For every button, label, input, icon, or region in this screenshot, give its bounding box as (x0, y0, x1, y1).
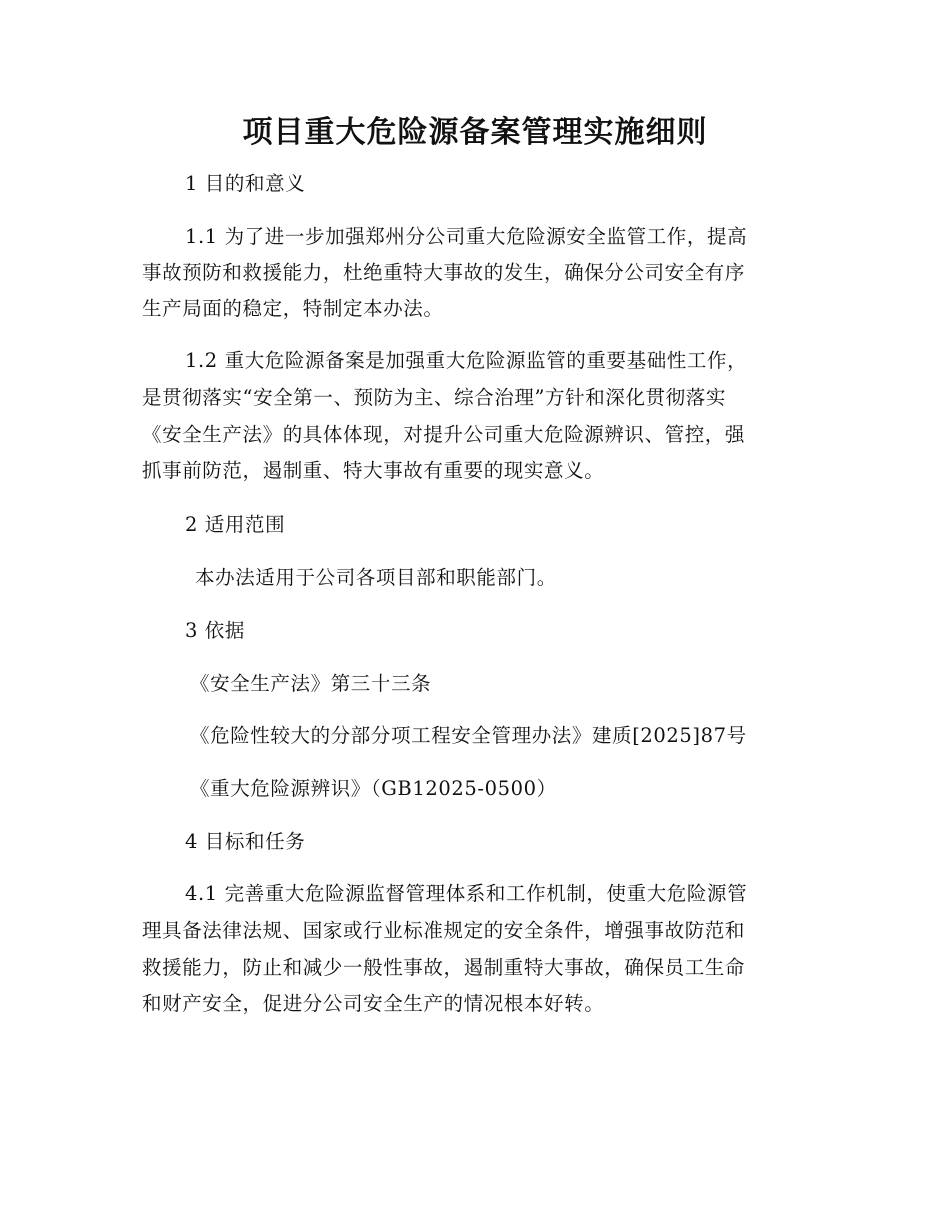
paragraph-4-1-line-3: 救援能力，防止和减少一般性事故，遏制重特大事故，确保员工生命 (142, 956, 746, 979)
paragraph-1-2-line-1: 1.2 重大危险源备案是加强重大危险源监管的重要基础性工作， (185, 349, 748, 372)
document-title: 项目重大危险源备案管理实施细则 (242, 115, 708, 150)
paragraph-4-1-line-4: 和财产安全，促进分公司安全生产的情况根本好转。 (142, 992, 605, 1015)
section-heading-1: 1 目的和意义 (185, 172, 306, 195)
paragraph-4-1-line-2: 理具备法律法规、国家或行业标准规定的安全条件，增强事故防范和 (142, 919, 746, 942)
reference-2: 《危险性较大的分部分项工程安全管理办法》建质[2025]87号 (190, 724, 747, 747)
section-heading-3: 3 依据 (185, 619, 246, 642)
scope-paragraph: 本办法适用于公司各项目部和职能部门。 (195, 566, 557, 589)
section-heading-4: 4 目标和任务 (185, 830, 306, 853)
paragraph-1-1-line-2: 事故预防和救援能力，杜绝重特大事故的发生，确保分公司安全有序 (142, 261, 746, 284)
paragraph-1-1-line-3: 生产局面的稳定，特制定本办法。 (142, 297, 444, 320)
paragraph-1-1-line-1: 1.1 为了进一步加强郑州分公司重大危险源安全监管工作，提高 (185, 225, 748, 248)
paragraph-1-2-line-2: 是贯彻落实“安全第一、预防为主、综合治理”方针和深化贯彻落实 (142, 386, 726, 409)
reference-3: 《重大危险源辨识》（GB12025-0500） (190, 777, 557, 800)
paragraph-4-1-line-1: 4.1 完善重大危险源监督管理体系和工作机制，使重大危险源管 (185, 882, 748, 905)
paragraph-1-2-line-3: 《安全生产法》的具体体现，对提升公司重大危险源辨识、管控，强 (142, 423, 746, 446)
section-heading-2: 2 适用范围 (185, 513, 286, 536)
paragraph-1-2-line-4: 抓事前防范，遏制重、特大事故有重要的现实意义。 (142, 459, 605, 482)
reference-1: 《安全生产法》第三十三条 (190, 672, 432, 695)
